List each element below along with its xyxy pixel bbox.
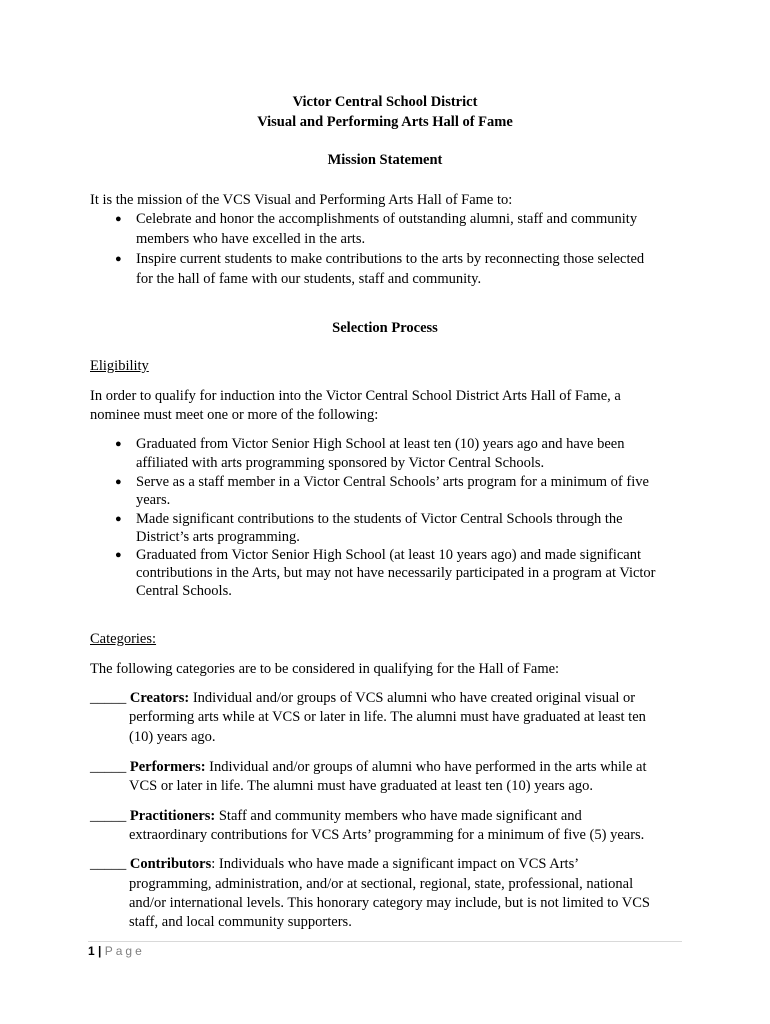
district-title: Victor Central School District <box>292 94 478 110</box>
category-performers <box>90 757 646 777</box>
eligibility-bullet-4-line-2: contributions in the Arts, but may not have necessarily participated in a program at Victor <box>136 565 656 581</box>
category-name: Contributors <box>129 856 212 872</box>
bullet-icon: ● <box>115 549 122 561</box>
bullet-icon: ● <box>115 213 122 225</box>
checkbox-blank[interactable]: _____ <box>90 856 127 872</box>
category-description: Individual and/or groups of VCS alumni who have created original visual or <box>189 690 636 706</box>
mission-intro: It is the mission of the VCS Visual and Performing Arts Hall of Fame to: <box>90 192 513 208</box>
checkbox-blank[interactable]: _____ <box>90 808 127 824</box>
category-description: : Individuals who have made a significant impact on VCS Arts’ <box>211 856 580 872</box>
checkbox-blank[interactable]: _____ <box>90 759 127 775</box>
category-performers-line-2: VCS or later in life. The alumni must have graduated at least ten (10) years ago. <box>129 778 593 794</box>
categories-intro: The following categories are to be considered in qualifying for the Hall of Fame: <box>90 661 560 677</box>
page-footer <box>88 944 145 958</box>
mission-bullet-2-line-1: Inspire current students to make contributions to the arts by reconnecting those selected <box>136 251 645 267</box>
checkbox-blank[interactable]: _____ <box>90 690 127 706</box>
category-contributors <box>90 854 579 874</box>
hall-of-fame-title: Visual and Performing Arts Hall of Fame <box>257 114 513 130</box>
mission-bullet-2-line-2: for the hall of fame with our students, staff and community. <box>136 271 482 287</box>
category-practitioners-line-2: extraordinary contributions for VCS Arts’ programming for a minimum of five (5) years. <box>129 827 645 843</box>
eligibility-bullet-1-line-2: affiliated with arts programming sponsored by Victor Central Schools. <box>136 455 545 471</box>
page-separator: | <box>98 944 102 958</box>
category-contributors-line-3: and/or international levels. This honorary category may include, but is not limited to VCS <box>129 895 650 911</box>
category-creators-line-2: performing arts while at VCS or later in life. The alumni must have graduated at least ten <box>129 709 646 725</box>
bullet-icon: ● <box>115 476 122 488</box>
category-name: Practitioners: <box>129 808 216 824</box>
eligibility-bullet-2-line-2: years. <box>136 492 171 508</box>
eligibility-bullet-4-line-1: Graduated from Victor Senior High School (at least 10 years ago) and made significant <box>136 547 642 563</box>
mission-bullet-1-line-1: Celebrate and honor the accomplishments of outstanding alumni, staff and community <box>136 211 638 227</box>
eligibility-bullet-4-line-3: Central Schools. <box>136 583 232 599</box>
category-name: Performers: <box>129 759 206 775</box>
bullet-icon: ● <box>115 438 122 450</box>
mission-heading: Mission Statement <box>327 152 443 168</box>
selection-heading: Selection Process <box>332 320 438 336</box>
bullet-icon: ● <box>115 513 122 525</box>
categories-heading: Categories: <box>90 631 157 647</box>
bullet-icon: ● <box>115 253 122 265</box>
footer-divider <box>88 941 682 942</box>
eligibility-intro-line-2: nominee must meet one or more of the following: <box>90 407 379 423</box>
category-name: Creators: <box>129 690 190 706</box>
mission-bullet-1-line-2: members who have excelled in the arts. <box>136 231 366 247</box>
page-label: Page <box>104 944 145 958</box>
category-description: Individual and/or groups of alumni who have performed in the arts while at <box>205 759 647 775</box>
category-creators-line-3: (10) years ago. <box>129 729 216 745</box>
eligibility-heading: Eligibility <box>90 358 149 374</box>
category-contributors-line-4: staff, and local community supporters. <box>129 914 352 930</box>
category-contributors-line-2: programming, administration, and/or at sectional, regional, state, professional, national <box>129 876 634 892</box>
eligibility-bullet-3-line-2: District’s arts programming. <box>136 529 300 545</box>
page-number: 1 <box>88 944 95 958</box>
eligibility-bullet-1-line-1: Graduated from Victor Senior High School at least ten (10) years ago and have been <box>136 436 625 452</box>
category-practitioners <box>90 806 582 826</box>
eligibility-bullet-2-line-1: Serve as a staff member in a Victor Central Schools’ arts program for a minimum of five <box>136 474 649 490</box>
eligibility-bullet-3-line-1: Made significant contributions to the students of Victor Central Schools through the <box>136 511 623 527</box>
category-description: Staff and community members who have made significant and <box>215 808 582 824</box>
eligibility-intro-line-1: In order to qualify for induction into the Victor Central School District Arts Hall of Fame, a <box>90 388 621 404</box>
category-creators <box>90 688 635 708</box>
